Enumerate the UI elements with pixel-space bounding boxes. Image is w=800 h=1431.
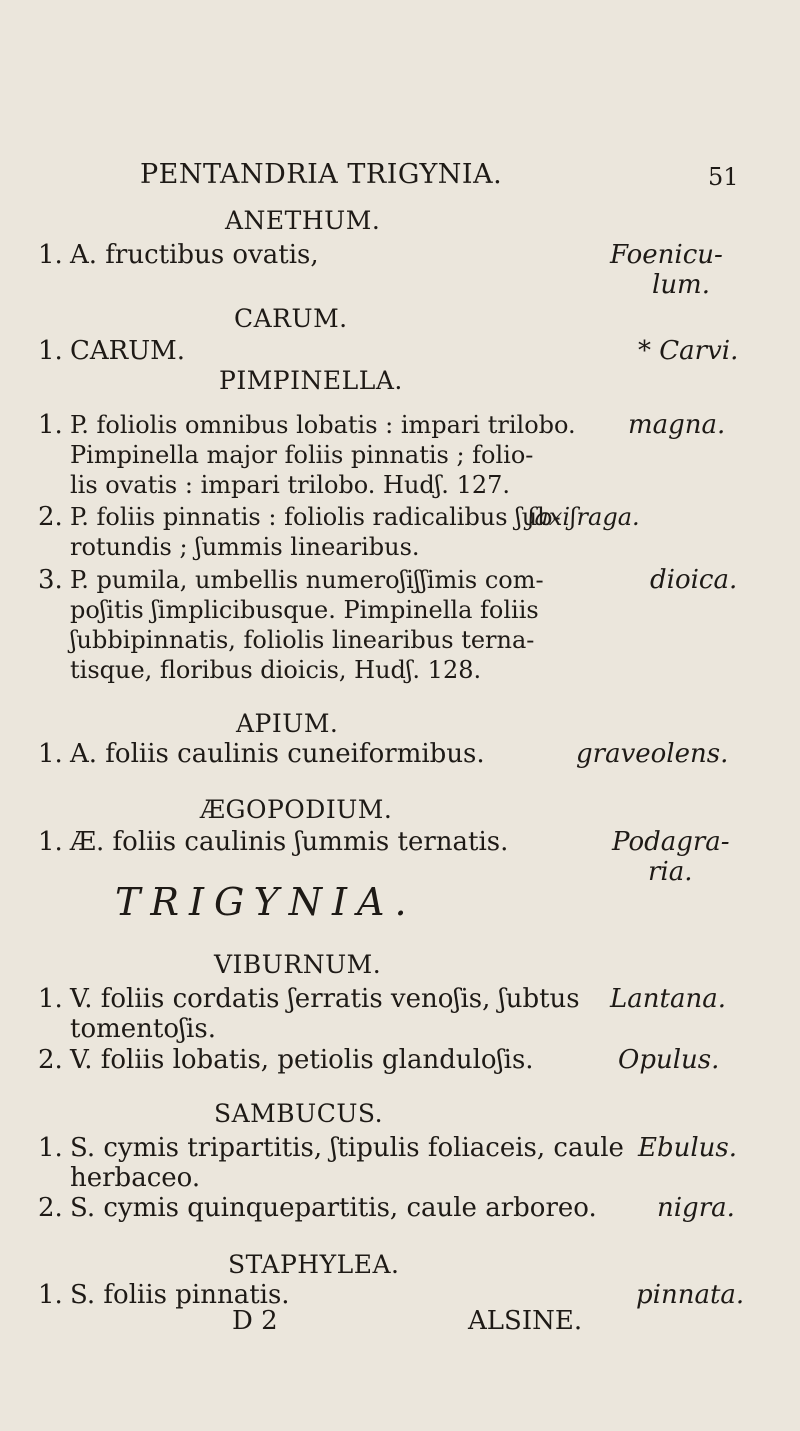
species-name: Opulus. (618, 1045, 720, 1075)
entry-number: 2. (38, 502, 63, 532)
entry-text: S. foliis pinnatis. (70, 1280, 290, 1310)
catchword: ALSINE. (468, 1306, 583, 1336)
entry-number: 1. (38, 984, 63, 1014)
entry-line: V. foliis cordatis ʃerratis venoʃis, ʃubtus (70, 984, 580, 1014)
entry-text: Æ. foliis caulinis ʃummis ternatis. (70, 827, 509, 857)
section-title-trigynia: TRIGYNIA. (115, 880, 417, 924)
entry-line: tomentoʃis. (70, 1014, 216, 1044)
genus-heading-pimpinella: PIMPINELLA. (219, 366, 403, 395)
genus-heading-carum: CARUM. (234, 304, 348, 333)
species-name: Ebulus. (638, 1133, 738, 1163)
genus-heading-apium: APIUM. (236, 709, 339, 738)
entry-number: 1. (38, 410, 63, 440)
entry-line: tisque, floribus dioicis, Hudʃ. 128. (70, 656, 482, 684)
entry-number: 1. (38, 240, 63, 270)
species-name: magna. (628, 410, 726, 440)
species-name: Foenicu- (610, 240, 723, 270)
entry-line: lis ovatis : impari trilobo. Hudʃ. 127. (70, 471, 511, 499)
entry-line: ʃubbipinnatis, foliolis linearibus terna- (70, 626, 535, 654)
entry-number: 1. (38, 827, 63, 857)
genus-heading-viburnum: VIBURNUM. (214, 950, 382, 979)
entry-number: 3. (38, 565, 63, 595)
entry-line: poʃitis ʃimplicibusque. Pimpinella foliis (70, 596, 539, 624)
entry-number: 2. (38, 1193, 63, 1223)
entry-number: 1. (38, 1280, 63, 1310)
entry-number: 1. (38, 1133, 63, 1163)
entry-line: S. cymis tripartitis, ʃtipulis foliaceis, caule (70, 1133, 624, 1163)
signature-mark: D 2 (232, 1306, 278, 1336)
species-name-cont: lum. (652, 270, 710, 300)
entry-line: Pimpinella major foliis pinnatis ; folio- (70, 441, 534, 469)
genus-heading-sambucus: SAMBUCUS. (214, 1099, 384, 1128)
entry-line: P. foliolis omnibus lobatis : impari trilobo. (70, 411, 576, 439)
genus-heading-staphylea: STAPHYLEA. (228, 1250, 400, 1279)
species-name: graveolens. (576, 739, 729, 769)
running-head: PENTANDRIA TRIGYNIA. (140, 159, 503, 190)
species-name: * Carvi. (638, 336, 739, 366)
entry-number: 2. (38, 1045, 63, 1075)
species-name: Lantana. (610, 984, 726, 1014)
entry-text: A. foliis caulinis cuneiformibus. (70, 739, 485, 769)
entry-line: herbaceo. (70, 1163, 201, 1193)
entry-text: V. foliis lobatis, petiolis glanduloʃis. (70, 1045, 534, 1075)
species-name: nigra. (657, 1193, 735, 1223)
genus-heading-aegopodium: ÆGOPODIUM. (200, 795, 393, 824)
page-number: 51 (708, 163, 739, 191)
species-name: ʃaxiʃraga. (528, 503, 640, 531)
entry-text: S. cymis quinquepartitis, caule arboreo. (70, 1193, 597, 1223)
species-name: dioica. (650, 565, 738, 595)
entry-text: A. fructibus ovatis, (70, 240, 319, 270)
species-name-cont: ria. (648, 857, 693, 887)
entry-line: P. pumila, umbellis numeroʃiʃʃimis com- (70, 566, 544, 594)
entry-line: P. foliis pinnatis : foliolis radicalibus ʃub- (70, 503, 561, 531)
entry-line: rotundis ; ʃummis linearibus. (70, 533, 420, 561)
entry-number: 1. (38, 336, 63, 366)
species-name: pinnata. (636, 1280, 745, 1310)
entry-text: CARUM. (70, 336, 186, 366)
genus-heading-anethum: ANETHUM. (225, 206, 381, 235)
species-name: Podagra- (612, 827, 730, 857)
entry-number: 1. (38, 739, 63, 769)
